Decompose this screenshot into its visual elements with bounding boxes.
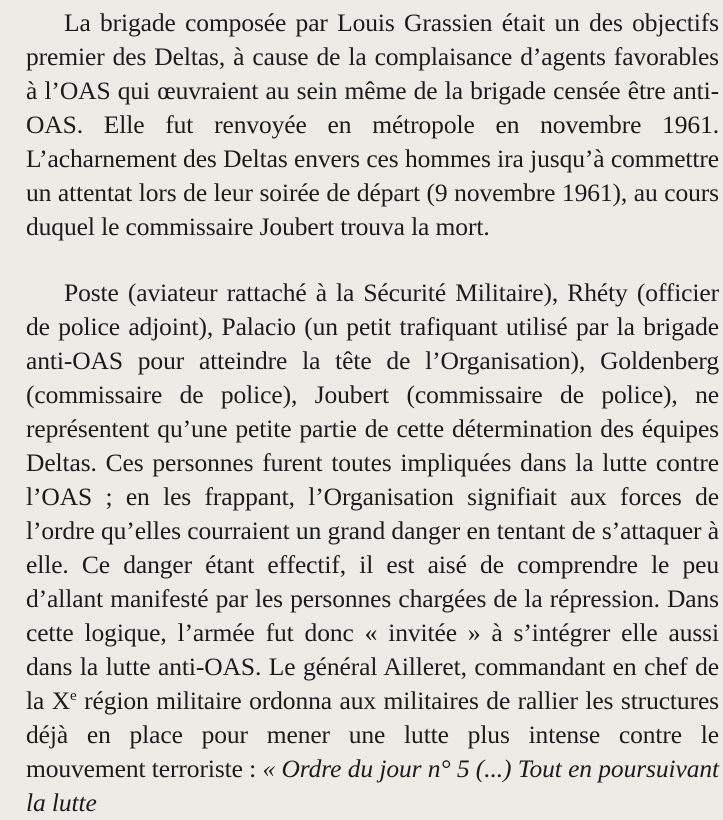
italic-quote: « Ordre du jour n° 5 (...) Tout en poursuivant la lutte [26,754,720,817]
superscript-e: e [70,688,77,704]
paragraph-2-after-superscript: région militaire ordonna aux militaires de rallier les structures déjà en place pour mener une lutte plus intense contre le mouvement terroriste : [26,686,720,783]
paragraph-2-main: Poste (aviateur rattaché à la Sécurité Militaire), Rhéty (officier de police adjoint), Palacio (un petit trafiquant utilisé par la brigade anti-OAS pour atteindre la tête de l’Organisation), Goldenberg (commissaire de police), Joubert (commissaire de police), ne représentent qu’une petite partie de cette détermination des équipes Deltas. Ces personnes furent toutes impliquées dans la lutte contre l’OAS ; en les frappant, l’Organisation signifiait aux forces de l’ordre qu’elles courraient un grand danger en tentant de s’attaquer à elle. Ce danger étant effectif, il est aisé de comprendre le peu d’allant manifesté par les personnes chargées de la répression. Dans cette logique, l’armée fut donc « invitée » à s’intégrer elle aussi dans la lutte anti-OAS. Le général Ailleret, commandant en chef de la X [26,278,719,715]
paragraph-2 [26,276,719,820]
paragraph-1: La brigade composée par Louis Grassien était un des objectifs premier des Deltas, à cause de la complaisance d’agents favorables à l’OAS qui œuvraient au sein même de la brigade censée être anti-OAS. Elle fut renvoyée en métropole en novembre 1961. L’acharnement des Deltas envers ces hommes ira jusqu’à commettre un attentat lors de leur soirée de départ (9 novembre 1961), au cours duquel le commissaire Joubert trouva la mort. [26,8,719,241]
